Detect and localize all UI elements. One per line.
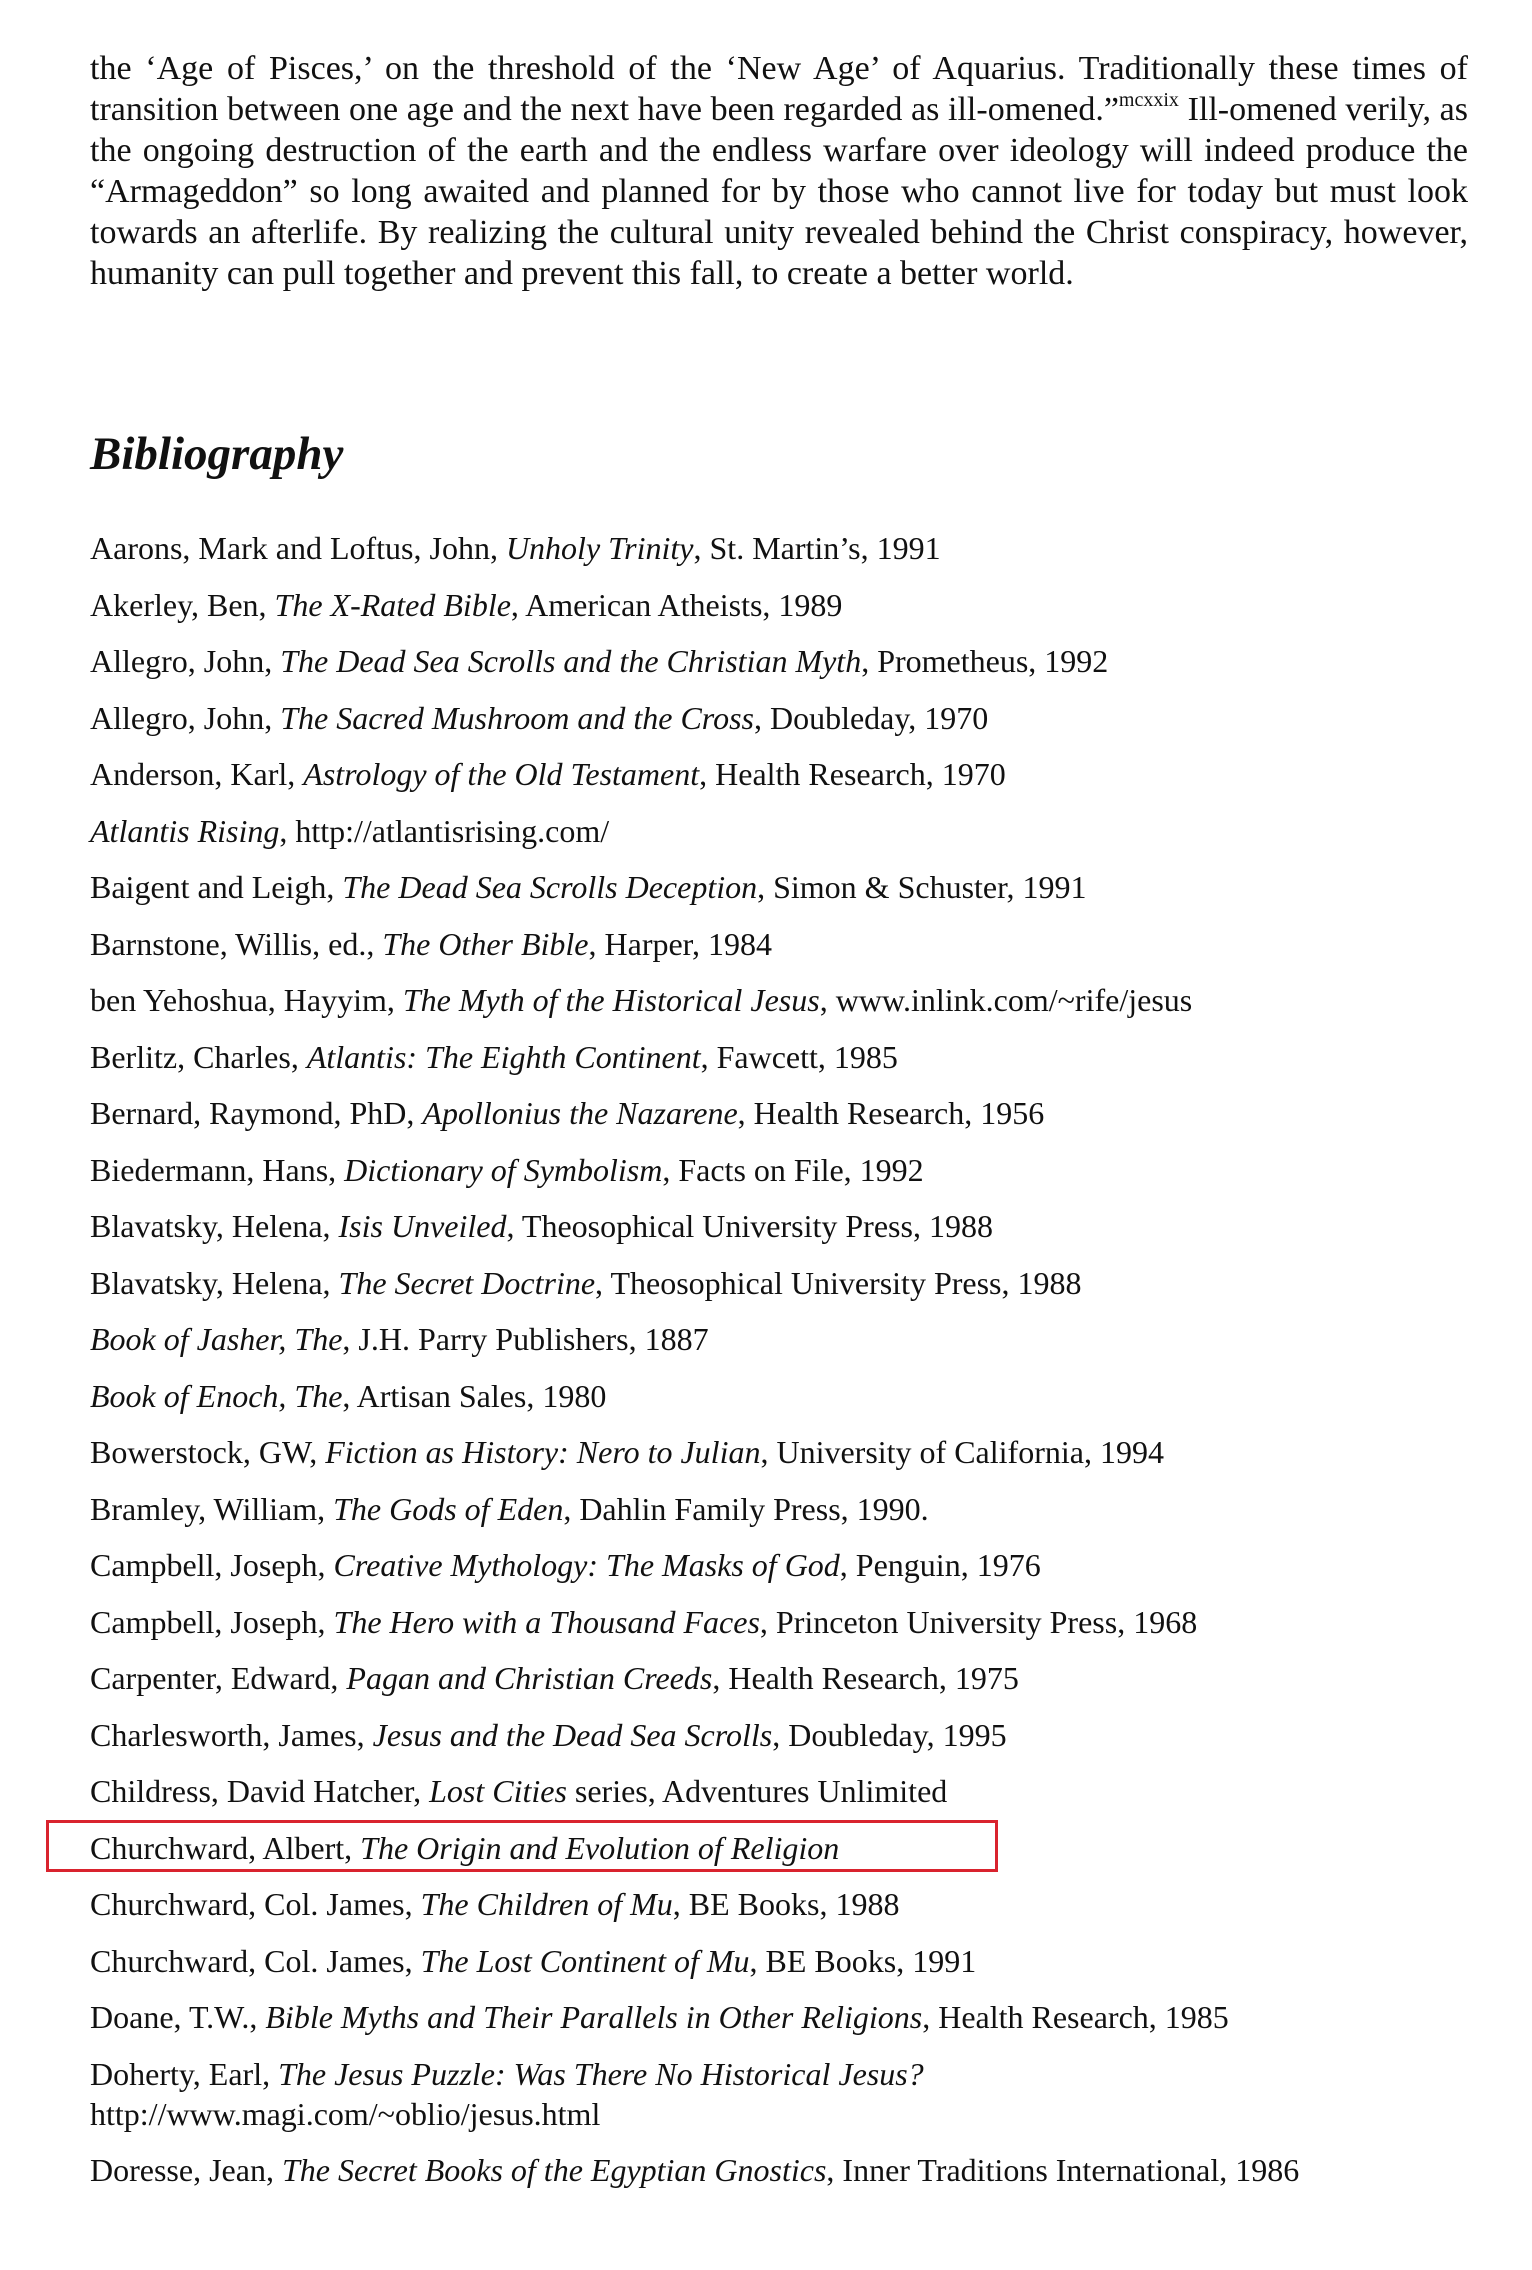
entry-publication: , www.inlink.com/~rife/jesus [819, 982, 1193, 1018]
entry-author: Campbell, Joseph, [90, 1603, 334, 1640]
entry-author: Anderson, Karl, [90, 756, 304, 792]
entry-title: The Lost Continent of Mu [420, 1942, 750, 1979]
entry-title: Atlantis: The Eighth Continent [306, 1038, 701, 1075]
entry-publication: , American Atheists, 1989 [510, 586, 843, 623]
bibliography-entry [90, 1206, 1468, 1246]
entry-title: Apollonius the Nazarene [422, 1095, 738, 1131]
bibliography-entry [90, 1319, 1468, 1359]
entry-title: The Dead Sea Scrolls Deception [342, 869, 758, 905]
bibliography-entry [90, 1715, 1468, 1755]
document-page [90, 48, 1468, 2188]
entry-title: Dictionary of Symbolism [344, 1151, 663, 1188]
entry-title: The Hero with a Thousand Faces [333, 1603, 760, 1640]
entry-title: Pagan and Christian Creeds [346, 1660, 713, 1696]
entry-title: Creative Mythology: The Masks of God [333, 1547, 840, 1583]
bibliography-entry [90, 924, 1468, 964]
entry-title: The Secret Books of the Egyptian Gnostics [281, 2152, 827, 2188]
entry-publication: , Fawcett, 1985 [700, 1038, 898, 1075]
entry-title: Jesus and the Dead Sea Scrolls [372, 1716, 773, 1753]
entry-author: Biedermann, Hans, [90, 1151, 345, 1188]
entry-publication: , Facts on File, 1992 [662, 1151, 924, 1188]
entry-author: Doresse, Jean, [90, 2152, 282, 2188]
entry-publication: , J.H. Parry Publishers, 1887 [342, 1321, 709, 1357]
bibliography-entry [90, 1658, 1468, 1698]
entry-author: Blavatsky, Helena, [90, 1208, 339, 1244]
bibliography-heading: Bibliography [90, 428, 344, 480]
entry-author: Berlitz, Charles, [90, 1038, 307, 1075]
bibliography-entry [90, 1941, 1468, 1981]
entry-title: The X-Rated Bible [274, 586, 511, 623]
bibliography-entry [90, 1263, 1468, 1303]
entry-title: Astrology of the Old Testament [303, 756, 700, 792]
entry-author: Aarons, Mark and Loftus, John, [90, 530, 506, 566]
entry-publication: , Penguin, 1976 [839, 1547, 1041, 1583]
entry-publication: , http://atlantisrising.com/ [279, 812, 610, 849]
entry-title: The Dead Sea Scrolls and the Christian Myth [280, 643, 862, 679]
entry-author: Bramley, William, [90, 1490, 334, 1527]
entry-publication: , Theosophical University Press, 1988 [506, 1208, 993, 1244]
bibliography-entry [90, 585, 1468, 625]
entry-publication: , Princeton University Press, 1968 [759, 1603, 1198, 1640]
entry-publication: , Harper, 1984 [588, 925, 773, 962]
entry-author: ben Yehoshua, Hayyim, [90, 982, 403, 1018]
entry-author: Campbell, Joseph, [90, 1547, 334, 1583]
bibliography-entry [90, 1602, 1468, 1642]
entry-publication: , BE Books, 1991 [749, 1942, 977, 1979]
bibliography-entry [90, 1884, 1468, 1924]
entry-author: Churchward, Col. James, [90, 1886, 421, 1922]
intro-paragraph [90, 48, 1468, 294]
entry-publication: , Inner Traditions International, 1986 [826, 2152, 1300, 2188]
entry-author: Carpenter, Edward, [90, 1660, 347, 1696]
bibliography-entry [90, 1376, 1468, 1416]
entry-publication: , Doubleday, 1970 [753, 699, 989, 736]
entry-title: The Sacred Mushroom and the Cross [280, 699, 754, 736]
bibliography-entry [90, 1432, 1468, 1472]
bibliography-list [90, 528, 1468, 2207]
entry-title: Fiction as History: Nero to Julian [325, 1434, 761, 1470]
intro-text-after-note: Ill-omened verily, as the ongoing destruction of the earth and the endless warfare over ideology will indeed produce the “Armageddon” so long awaited and planned for by those who cannot live for today but must look towards an afterlife. By realizing the cultural unity revealed behind the Christ conspiracy, however, humanity can pull together and prevent this fall, to create a better world. [90, 91, 1468, 292]
entry-publication: , Health Research, 1956 [737, 1095, 1045, 1131]
entry-publication: , Simon & Schuster, 1991 [757, 869, 1087, 905]
entry-author: Doane, T.W., [90, 1999, 266, 2035]
entry-publication: , Artisan Sales, 1980 [342, 1377, 607, 1414]
bibliography-entry [90, 811, 1468, 851]
entry-publication: http://www.magi.com/~oblio/jesus.html [90, 2095, 601, 2132]
entry-publication: , BE Books, 1988 [672, 1886, 900, 1922]
bibliography-entry [90, 528, 1468, 568]
intro-text-before-note: the ‘Age of Pisces,’ on the threshold of the ‘New Age’ of Aquarius. Traditionally these times of transition between one age and the next have been regarded as ill-omened.” [90, 50, 1468, 128]
bibliography-entry [90, 698, 1468, 738]
entry-title: Isis Unveiled [338, 1208, 507, 1244]
entry-publication: , Theosophical University Press, 1988 [595, 1264, 1082, 1301]
entry-publication: , University of California, 1994 [760, 1434, 1164, 1470]
bibliography-entry [90, 1150, 1468, 1190]
entry-publication: , Doubleday, 1995 [772, 1716, 1007, 1753]
entry-author: Doherty, Earl, [90, 2055, 279, 2092]
entry-title: Unholy Trinity [505, 530, 694, 566]
bibliography-entry [90, 754, 1468, 794]
endnote-marker[interactable]: mcxxix [1118, 89, 1179, 111]
entry-title: The Other Bible [382, 925, 589, 962]
entry-title: Bible Myths and Their Parallels in Other Religions [265, 1999, 923, 2035]
entry-author: Akerley, Ben, [90, 586, 275, 623]
entry-author: Charlesworth, James, [90, 1716, 373, 1753]
entry-author: Allegro, John, [90, 699, 281, 736]
entry-title: The Secret Doctrine [338, 1264, 596, 1301]
entry-title: The Myth of the Historical Jesus [402, 982, 820, 1018]
bibliography-entry [90, 1771, 1468, 1811]
entry-author: Baigent and Leigh, [90, 869, 343, 905]
entry-author: Blavatsky, Helena, [90, 1264, 339, 1301]
entry-title: Lost Cities [429, 1773, 567, 1809]
bibliography-entry [90, 2150, 1468, 2190]
bibliography-entry [90, 1037, 1468, 1077]
entry-author: Barnstone, Willis, ed., [90, 925, 383, 962]
entry-publication: , Dahlin Family Press, 1990. [563, 1490, 929, 1527]
bibliography-entry [90, 1093, 1468, 1133]
entry-title: The Origin and Evolution of Religion [360, 1829, 840, 1866]
entry-title: The Children of Mu [420, 1886, 673, 1922]
bibliography-entry [90, 2054, 1468, 2134]
bibliography-entry [90, 1545, 1468, 1585]
entry-title: The Jesus Puzzle: Was There No Historical Jesus? [278, 2055, 924, 2092]
entry-title: Atlantis Rising [90, 812, 280, 849]
bibliography-entry [90, 1828, 1468, 1868]
entry-author: Bowerstock, GW, [90, 1434, 326, 1470]
entry-author: Allegro, John, [90, 643, 281, 679]
entry-author: Bernard, Raymond, PhD, [90, 1095, 423, 1131]
bibliography-entry [90, 867, 1468, 907]
bibliography-entry [90, 1489, 1468, 1529]
entry-publication: , Prometheus, 1992 [861, 643, 1109, 679]
entry-author: Childress, David Hatcher, [90, 1773, 430, 1809]
entry-title: The Gods of Eden [333, 1490, 564, 1527]
entry-publication: series, Adventures Unlimited [566, 1773, 948, 1809]
entry-publication: , Health Research, 1985 [922, 1999, 1229, 2035]
bibliography-entry [90, 980, 1468, 1020]
bibliography-entry [90, 641, 1468, 681]
entry-author: Churchward, Col. James, [90, 1942, 421, 1979]
entry-publication: , Health Research, 1975 [712, 1660, 1019, 1696]
entry-title: Book of Enoch, The [90, 1377, 343, 1414]
entry-author: Churchward, Albert, [90, 1829, 361, 1866]
entry-publication: , St. Martin’s, 1991 [693, 530, 941, 566]
entry-title: Book of Jasher, The [90, 1321, 343, 1357]
entry-publication: , Health Research, 1970 [699, 756, 1006, 792]
bibliography-entry [90, 1997, 1468, 2037]
